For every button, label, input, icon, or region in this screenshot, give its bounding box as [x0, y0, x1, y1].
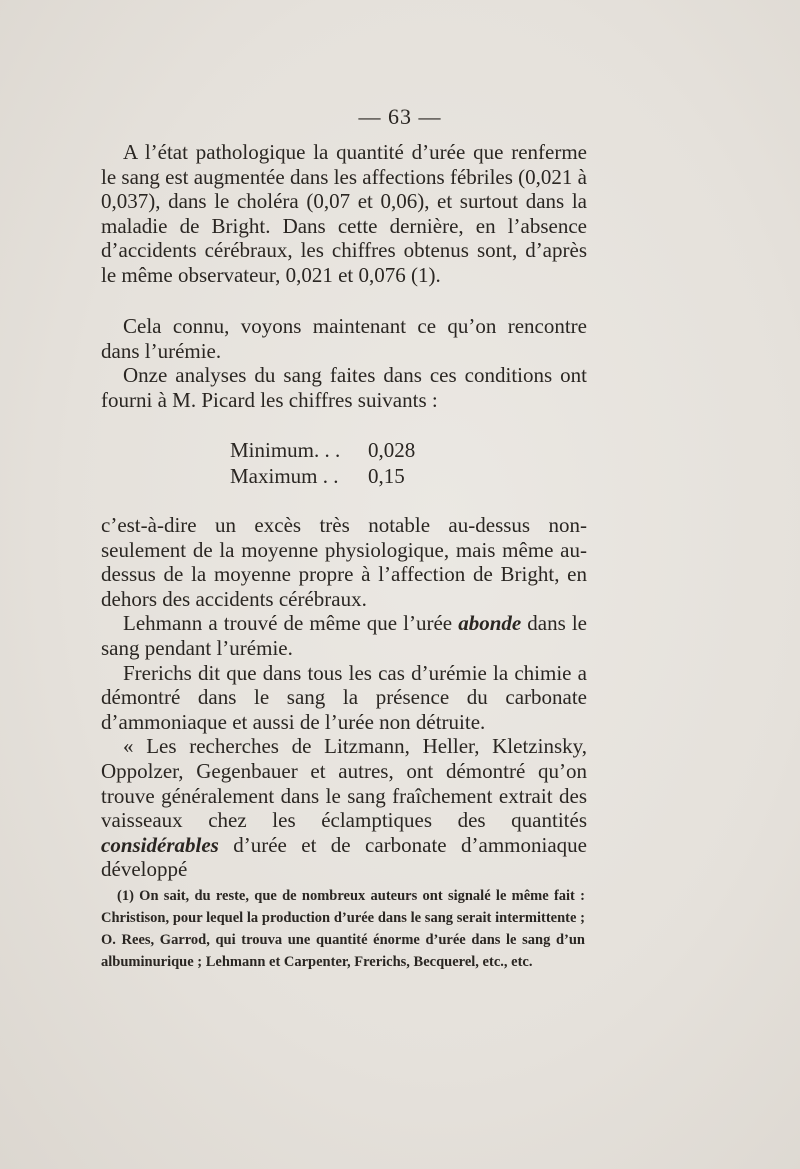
paragraph-uremia-intro: Cela connu, voyons maintenant ce qu’on rencontre dans l’urémie. [101, 314, 587, 363]
emphasis-text: considérables [101, 832, 219, 857]
paragraph-litzmann-quote [101, 734, 587, 882]
row-label: Maximum . . [230, 463, 339, 488]
text-run: Lehmann a trouvé de même que l’urée [123, 611, 459, 636]
paragraph-pathological-state: A l’état pathologique la quantité d’urée que renferme le sang est augmentée dans les affections fébriles (0,021 à 0,037), dans le choléra (0,07 et 0,06), et surtout dans la maladie de Bright. Dans cette dernière, en l’absence d’accidents cérébraux, les chiffres obtenus sont, d’après le même observateur, 0,021 et 0,076 (1). [101, 140, 587, 287]
body-text-upper [101, 140, 587, 288]
paragraph-picard-analyses: Onze analyses du sang faites dans ces conditions ont fourni à M. Picard les chiffres suivants : [101, 363, 587, 412]
emphasis-text: abonde [458, 611, 522, 636]
body-text-lower [101, 513, 587, 882]
values-table [230, 438, 438, 489]
table-row [230, 464, 438, 490]
text-run: « Les recherches de Litzmann, Heller, Kletzinsky, Oppolzer, Gegenbauer et autres, ont démontré qu’on trouve généralement dans le sang fraîchement extrait des vaisseaux chez les éclamptiques des quantités [101, 734, 587, 833]
paragraph-excess: c’est-à-dire un excès très notable au-dessus non-seulement de la moyenne physiologique, mais même au-dessus de la moyenne propre à l’affection de Bright, en dehors des accidents cérébraux. [101, 513, 587, 611]
body-text-uremia [101, 314, 587, 412]
paragraph-frerichs: Frerichs dit que dans tous les cas d’urémie la chimie a démontré dans le sang la présence du carbonate d’ammoniaque et aussi de l’urée non détruite. [101, 660, 587, 734]
text-run: d’urée et de carbonate d’ammoniaque développé [101, 832, 587, 882]
row-value: 0,15 [368, 463, 405, 488]
page-number: — 63 — [358, 104, 442, 129]
footnote [101, 885, 585, 973]
table-row [230, 438, 438, 464]
paragraph-lehmann [101, 611, 587, 660]
text-run: dans le sang pendant l’urémie. [101, 611, 587, 660]
row-label: Minimum. . . [230, 438, 341, 462]
footnote-text: (1) On sait, du reste, que de nombreux auteurs ont signalé le même fait : Christison, pour lequel la production d’urée dans le sang serait intermittente ; O. Rees, Garrod, qui trouva une quantité énorme d’urée dans le sang d’un albuminurique ; Lehmann et Carpenter, Frerichs, Becquerel, etc., etc. [101, 888, 585, 970]
row-value: 0,028 [368, 438, 416, 462]
